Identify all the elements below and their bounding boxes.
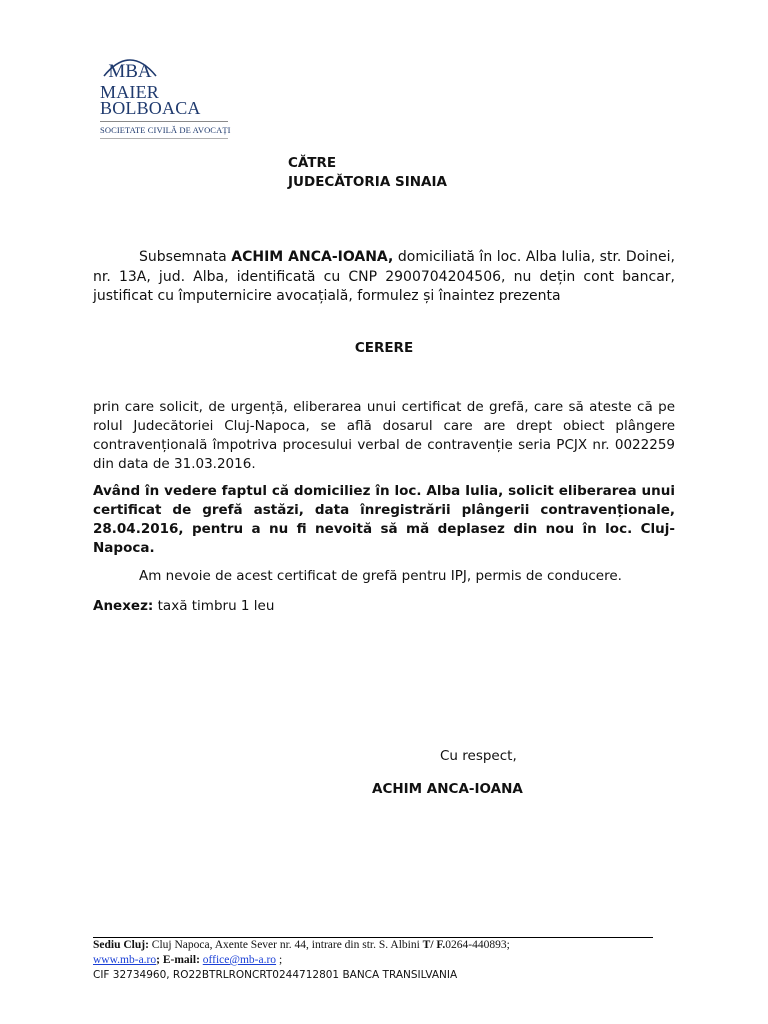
justification-paragraph: Având în vedere faptul că domiciliez în loc. Alba Iulia, solicit eliberarea unui certificat de grefă astăzi, data înregistrării plângerii contravenționale, 28.04.2016, pentru a nu fi nevoită să mă deplasez din nou în loc. Cluj-Napoca. <box>93 483 675 556</box>
annex-label: Anexez: <box>93 598 154 614</box>
intro-post: domiciliată în loc. Alba Iulia, str. Doinei, nr. 13A, jud. Alba, identificată cu CNP 2900704204506, nu dețin cont bancar, justificat cu împuternicire avocațială, formulez și înaintez prezenta <box>93 249 675 305</box>
footer-bank-line: CIF 32734960, RO22BTRLRONCRT0244712801 BANCA TRANSILVANIA <box>93 969 458 981</box>
intro-paragraph <box>93 248 675 307</box>
applicant-name: ACHIM ANCA-IOANA, <box>231 249 394 265</box>
firm-logo <box>100 50 260 135</box>
firm-name-line2: BOLBOACA <box>100 98 201 118</box>
addressee-block <box>288 154 447 192</box>
footer-email-label: ; E-mail: <box>156 954 200 966</box>
logo-divider-bottom <box>100 138 228 139</box>
footer-phone: 0264-440893; <box>445 939 510 951</box>
logo-divider <box>100 121 228 122</box>
footer-line-1 <box>93 938 693 953</box>
email-link[interactable]: office@mb-a.ro <box>202 954 277 966</box>
website-link[interactable]: www.mb-a.ro <box>93 954 157 966</box>
footer-sediu-label: Sediu Cluj: <box>93 939 149 951</box>
request-paragraph: prin care solicit, de urgență, eliberarea unui certificat de grefă, care să ateste că pe rolul Judecătoriei Cluj-Napoca, se află dosarul care are drept obiect plângere contravențională împotriva procesului verbal de contravenție seria PCJX nr. 0022259 din data de 31.03.2016. <box>93 399 675 472</box>
firm-subtitle: SOCIETATE CIVILĂ DE AVOCAȚI <box>100 125 231 135</box>
annex-text: taxă timbru 1 leu <box>153 598 275 614</box>
footer-tf-label: T/ F. <box>422 939 446 951</box>
firm-name-line1: MAIER <box>100 82 159 102</box>
purpose-paragraph: Am nevoie de acest certificat de grefă pentru IPJ, permis de conducere. <box>139 568 622 584</box>
addressee-line-1: CĂTRE <box>288 155 337 171</box>
footer-sediu-text: Cluj Napoca, Axente Sever nr. 44, intrare din str. S. Albini <box>148 939 423 951</box>
logo-letters: MBA <box>108 61 152 82</box>
signature-name: ACHIM ANCA-IOANA <box>372 781 523 797</box>
mba-logo-icon <box>100 50 160 82</box>
footer <box>93 938 693 983</box>
footer-email-end: ; <box>276 954 283 966</box>
footer-line-2 <box>93 953 693 968</box>
closing-salutation: Cu respect, <box>440 748 517 764</box>
addressee-line-2: JUDECĂTORIA SINAIA <box>288 174 447 190</box>
document-title: CERERE <box>354 340 414 356</box>
annex-line <box>93 597 675 617</box>
intro-pre: Subsemnata <box>139 249 232 265</box>
